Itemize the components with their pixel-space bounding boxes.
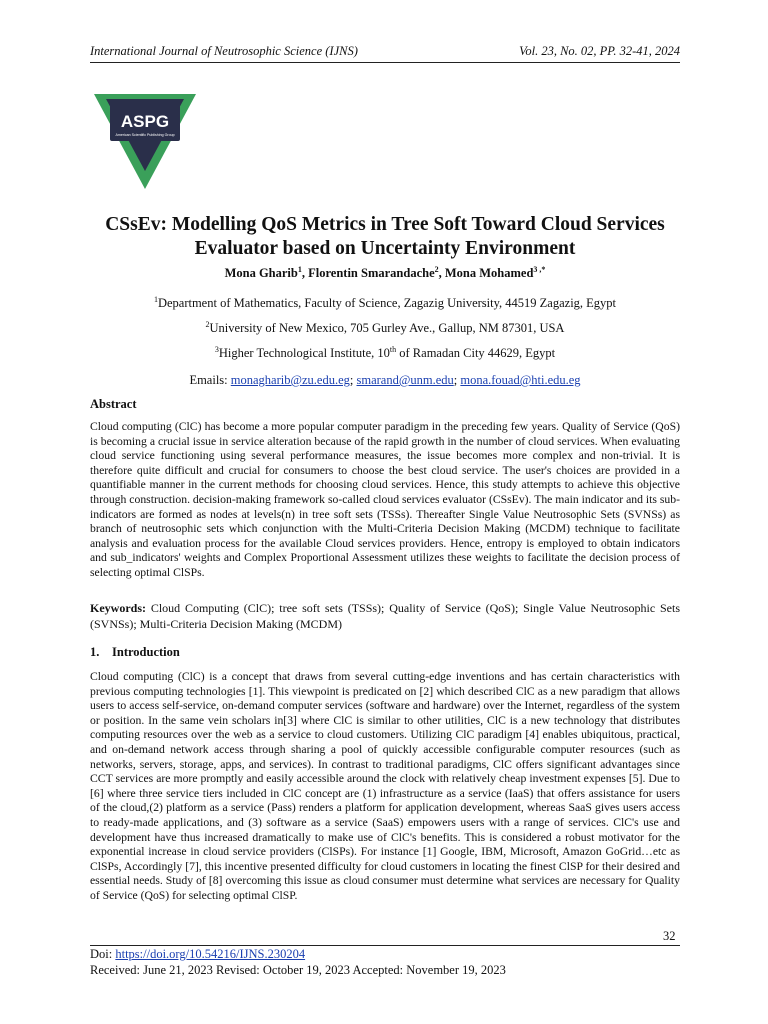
doi-label: Doi: [90, 947, 116, 961]
author-affiliation-mark: 3 ,* [533, 264, 546, 274]
email-link[interactable]: monagharib@zu.edu.eg [230, 373, 350, 387]
author-name: Mona Gharib [224, 266, 298, 280]
affiliation-1: $^1$Department of Mathematics, Faculty of Science, Zagazig University, 44519 Zagazig, Egypt [153, 294, 617, 310]
abstract-body: Cloud computing (ClC) has become a more popular computer paradigm in the preceding few years. Quality of Service (QoS) is becoming a crucial issue in service alteration because of the rapid growth in the number of cloud services. When evaluating cloud service functioning using several performance measures, the issue becomes more complex and non-trivial. It is therefore quite difficult and crucial for consumers to choose the best cloud service. The user's choices are provided in a quantifiable manner in the current methods for choosing cloud services. Hence, this study attempts to achieve this objective through construction. decision-making framework so-called cloud services evaluator (CSsEv). The main indicator and its sub-indicators are formed as nodes at levels(n) in tree soft sets (TSSs). Thereafter Single Value Neutrosophic Sets (SVNSs) as branch of neutrosophic sets which conjunction with the Multi-Criteria Decision Making (MCDM) technique to facilitate analysis and evaluation process for the available Cloud services providers. Hence, entropy is employed to obtain indicators and sub_indicators' weights and Complex Proportional Assessment utilizes these weights to facilitate the decision process of selecting optimal ClSPs. [90, 420, 680, 579]
paper-title: CSsEv: Modelling QoS Metrics in Tree Soft Toward Cloud Services Evaluator based on Uncertainty Environment [105, 214, 665, 259]
running-header [90, 44, 680, 63]
section-heading-introduction [90, 645, 180, 660]
emails-line: Emails: monagharib@zu.edu.eg; smarand@unm.edu; mona.fouad@hti.edu.eg [189, 373, 581, 387]
logo-text: ASPG [120, 112, 170, 131]
author-affiliation-mark: 1 [297, 264, 302, 274]
section-title: Introduction [112, 645, 180, 659]
footer-divider [90, 945, 680, 946]
author-list: Mona Gharib$^1$, Florentin Smarandache$^2$, Mona Mohamed$^{3 ,*}$ [224, 264, 546, 280]
keywords-label: Keywords: [90, 601, 146, 615]
journal-name: International Journal of Neutrosophic Science (IJNS) [90, 44, 358, 58]
aspg-logo [92, 93, 198, 190]
abstract-heading: Abstract [90, 397, 137, 411]
author-name: Florentin Smarandache [308, 266, 435, 280]
volume-info: Vol. 23, No. 02, PP. 32-41, 2024 [519, 44, 680, 58]
affiliation-2: $^2$University of New Mexico, 705 Gurley Ave., Gallup, NM 87301, USA [205, 319, 565, 335]
keywords [90, 601, 680, 632]
author-name: Mona Mohamed [444, 266, 534, 280]
section-number: 1. [90, 645, 100, 659]
author-affiliation-mark: 2 [434, 264, 439, 274]
affiliation-3: $^3$Higher Technological Institute, 10th of Ramadan City 44629, Egypt [214, 344, 556, 360]
page-number: 32 [663, 929, 676, 943]
logo-subtext: American Scientific Publishing Group [115, 133, 175, 137]
publication-dates: Received: June 21, 2023 Revised: October 19, 2023 Accepted: November 19, 2023 [90, 963, 506, 977]
emails-label: Emails: [189, 373, 231, 387]
keywords-text: Cloud Computing (ClC); tree soft sets (TSSs); Quality of Service (QoS); Single Value Neutrosophic Sets (SVNSs); Multi-Criteria Decision Making (MCDM) [90, 601, 680, 631]
introduction-body: Cloud computing (ClC) is a concept that draws from several cutting-edge inventions and has certain characteristics with previous computing technologies [1]. This viewpoint is predicated on [2] which described ClC as a new paradigm that allows users to access self-service, on-demand computer services (software and hardware) over the Internet, regardless of the system or position. In the same vein scholars in[3] where ClC is similar to other utilities, ClC is a new technology that distributes computing resources over the web as a service to cloud customers. Utilizing ClC paradigm [4] enables ubiquitous, practical, and on-demand network access through sharing a pool of quickly accessible configurable computer resources (such as networks, servers, storage, apps, and services). In contrast to traditional paradigms, ClC offers significant advantages since CCT services are more promptly and easily accessible around the clock with relatively cheap investment expenses [5]. Due to [6] where three service tiers included in ClC concept are (1) infrastructure as a service (IaaS) that offers assistance for users of the cloud,(2) platform as a service (Pass) renders a platform for application development, whereas SaaS gives users access to ready-made applications, and (3) software as a service (SaaS) empowers users with a range of services. ClC's use and development have thus increased dramatically to make use of ClC's benefits. This is considered a robust motivator for the exponential increase in cloud service providers (ClSPs). For instance [1] Google, IBM, Microsoft, Amazon GoGrid…etc as ClSPs, Accordingly [7], this incentive presented difficulty for cloud customers in locating the finest ClSP for their desired and essential needs. Study of [8] overcoming this issue as cloud consumer must determine what services are necessary for Quality of Service (QoS) for selecting optimal ClSP. [90, 670, 680, 902]
doi-line [90, 947, 305, 962]
email-link[interactable]: mona.fouad@hti.edu.eg [460, 373, 581, 387]
email-link[interactable]: smarand@unm.edu [356, 373, 454, 387]
doi-link[interactable]: https://doi.org/10.54216/IJNS.230204 [115, 947, 306, 961]
